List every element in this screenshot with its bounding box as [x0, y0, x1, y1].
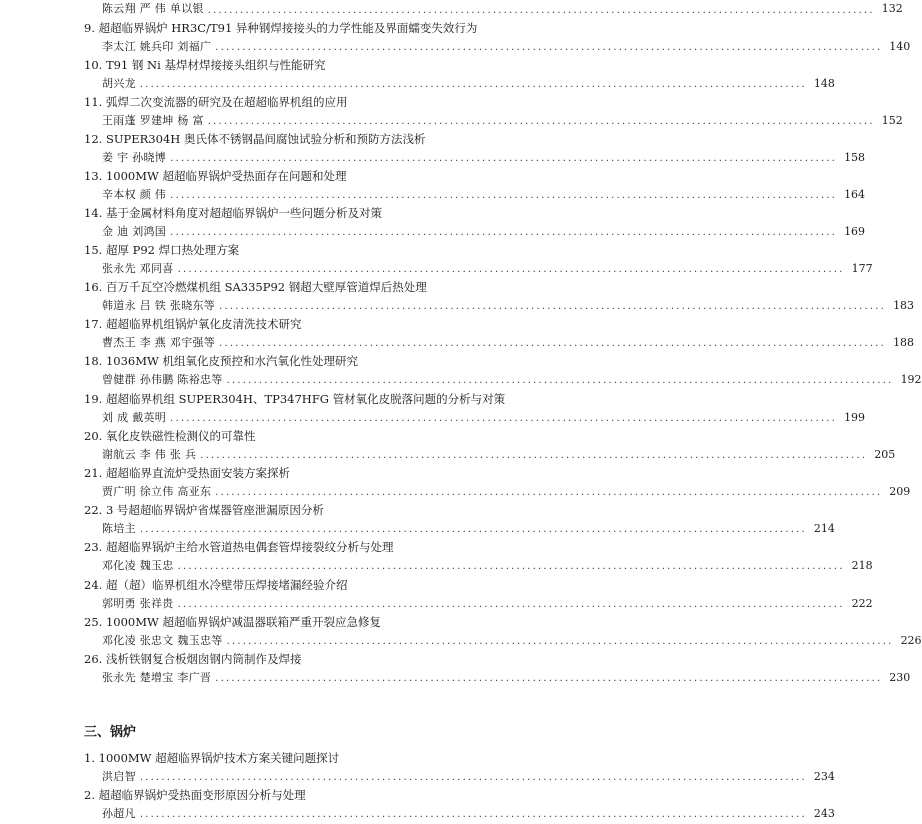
dot-leader: ............................................................................................................................: [177, 561, 845, 572]
dot-leader: ............................................................................................................................: [170, 413, 838, 424]
dot-leader: ............................................................................................................................: [215, 42, 883, 53]
dot-leader: ............................................................................................................................: [170, 190, 838, 201]
toc-page-number: 234: [813, 769, 835, 783]
toc-author-row: [84, 149, 866, 168]
toc-entry-continued: [84, 0, 903, 19]
toc-author-row: [84, 669, 911, 688]
toc-entry-title[interactable]: 20. 氧化皮铁磁性检测仪的可靠性: [84, 429, 256, 443]
toc-entry[interactable]: [84, 464, 911, 501]
toc-entry-title[interactable]: 26. 浅析铁钢复合板烟囱钢内筒制作及焊接: [84, 652, 302, 666]
dot-leader: ............................................................................................................................: [139, 772, 807, 783]
dot-leader: ............................................................................................................................: [170, 153, 838, 164]
toc-entry-title[interactable]: 24. 超（超）临界机组水冷壁带压焊接堵漏经验介绍: [84, 578, 348, 592]
toc-entry[interactable]: [84, 167, 866, 204]
toc-authors: 李太江 姚兵印 刘福广: [102, 39, 212, 53]
toc-page-number: 158: [844, 150, 866, 164]
toc-page-number: 132: [881, 2, 903, 15]
toc-entry[interactable]: [84, 19, 911, 56]
toc-entry[interactable]: [84, 352, 922, 389]
toc-page-number: 218: [851, 558, 873, 572]
toc-entry[interactable]: [84, 786, 835, 823]
toc-author-row: [84, 520, 835, 539]
toc-entry-title[interactable]: 15. 超厚 P92 焊口热处理方案: [84, 243, 240, 257]
toc-authors: 邓化凌 张忠文 魏玉忠等: [102, 633, 223, 647]
toc-page-number: 222: [851, 596, 873, 610]
toc-authors: 贾广明 徐立伟 高亚东: [102, 484, 212, 498]
toc-author-row: [84, 446, 896, 465]
dot-leader: ............................................................................................................................: [219, 338, 887, 349]
dot-leader: ............................................................................................................................: [215, 487, 883, 498]
toc-entry[interactable]: [84, 390, 866, 427]
toc-page-number: 183: [893, 298, 915, 312]
dot-leader: ............................................................................................................................: [219, 301, 887, 312]
dot-leader: ............................................................................................................................: [177, 264, 845, 275]
toc-entry-title[interactable]: 14. 基于金属材料角度对超超临界锅炉一些问题分析及对策: [84, 206, 382, 220]
toc-authors: 郭明勇 张祥贵: [102, 596, 174, 610]
dot-leader: ............................................................................................................................: [226, 375, 894, 386]
toc-authors: 姜 宇 孙晓博: [102, 150, 167, 164]
toc-entry[interactable]: [84, 613, 922, 650]
toc-authors: 刘 成 戴英明: [102, 410, 167, 424]
toc-entry[interactable]: [84, 204, 866, 241]
toc-page-number: 199: [844, 410, 866, 424]
toc-author-row: [84, 297, 915, 316]
dot-leader: ............................................................................................................................: [215, 673, 883, 684]
toc-page-number: 209: [889, 484, 911, 498]
dot-leader: ............................................................................................................................: [207, 116, 875, 127]
toc-page-number: 164: [844, 187, 866, 201]
toc-author-row: [84, 557, 873, 576]
toc-entry[interactable]: [84, 278, 915, 315]
toc-authors: 邓化凌 魏玉忠: [102, 558, 174, 572]
toc-entry[interactable]: [84, 650, 911, 687]
toc-entry[interactable]: [84, 93, 903, 130]
toc-author-row: [84, 409, 866, 428]
toc-entry-title[interactable]: 2. 超超临界锅炉受热面变形原因分析与处理: [84, 788, 306, 802]
toc-authors: 洪启智: [102, 769, 136, 783]
toc-author-row: [84, 75, 835, 94]
toc-entry-title[interactable]: 13. 1000MW 超超临界锅炉受热面存在问题和处理: [84, 169, 347, 183]
toc-author-row: [84, 0, 903, 19]
toc-entry-title[interactable]: 19. 超超临界机组 SUPER304H、TP347HFG 管材氧化皮脱落问题的分析与对策: [84, 392, 506, 406]
toc-entry[interactable]: [84, 501, 835, 538]
toc-entry-title[interactable]: 11. 弧焊二次变流器的研究及在超超临界机组的应用: [84, 95, 348, 109]
toc-page-number: 243: [813, 806, 835, 820]
toc-entry[interactable]: [84, 315, 915, 352]
toc-author-row: [84, 805, 835, 824]
toc-entry-title[interactable]: 22. 3 号超超临界锅炉省煤器管座泄漏原因分析: [84, 503, 324, 517]
toc-entry-title[interactable]: 16. 百万千瓦空冷燃煤机组 SA335P92 钢超大壁厚管道焊后热处理: [84, 280, 427, 294]
toc-author-row: [84, 632, 922, 651]
toc-entry[interactable]: [84, 241, 873, 278]
toc-entry-title[interactable]: 10. T91 钢 Ni 基焊材焊接接头组织与性能研究: [84, 58, 326, 72]
dot-leader: ............................................................................................................................: [207, 4, 875, 16]
toc-author-row: [84, 483, 911, 502]
toc-entry-title[interactable]: 9. 超超临界锅炉 HR3C/T91 异种钢焊接接头的力学性能及界面蠕变失效行为: [84, 21, 478, 35]
toc-entry[interactable]: [84, 538, 873, 575]
toc-page-number: 205: [874, 447, 896, 461]
toc-authors: 王雨蓬 罗建坤 杨 富: [102, 113, 204, 127]
toc-authors: 张永先 邓同喜: [102, 261, 174, 275]
toc-page-number: 152: [881, 113, 903, 127]
toc-author-row: [84, 768, 835, 787]
toc-author-row: [84, 371, 922, 390]
toc-page-number: 140: [889, 39, 911, 53]
toc-authors: 谢航云 李 伟 张 兵: [102, 447, 197, 461]
toc-authors: 陈云翔 严 伟 单以银: [102, 2, 204, 15]
toc-page-number: 188: [893, 335, 915, 349]
toc-page-number: 177: [851, 261, 873, 275]
toc-authors: 曾健群 孙伟鹏 陈裕忠等: [102, 372, 223, 386]
toc-authors: 胡兴龙: [102, 76, 136, 90]
toc-author-row: [84, 595, 873, 614]
toc-entry[interactable]: [84, 56, 835, 93]
toc-authors: 辛本权 颜 伟: [102, 187, 167, 201]
dot-leader: ............................................................................................................................: [139, 79, 807, 90]
toc-author-row: [84, 112, 903, 131]
toc-entry-title[interactable]: 17. 超超临界机组锅炉氧化皮清洗技术研究: [84, 317, 302, 331]
section-heading: 三、锅炉: [84, 725, 137, 740]
toc-author-row: [84, 260, 873, 279]
toc-entry-title[interactable]: 12. SUPER304H 奥氏体不锈钢晶间腐蚀试验分析和预防方法浅析: [84, 132, 426, 146]
toc-author-row: [84, 186, 866, 205]
toc-entry[interactable]: [84, 427, 896, 464]
toc-entry[interactable]: [84, 130, 866, 167]
toc-page-number: 226: [900, 633, 922, 647]
toc-author-row: [84, 38, 911, 57]
toc-page-number: 214: [813, 521, 835, 535]
toc-entry[interactable]: [84, 576, 873, 613]
toc-entry[interactable]: [84, 749, 835, 786]
dot-leader: ............................................................................................................................: [177, 599, 845, 610]
dot-leader: ............................................................................................................................: [170, 227, 838, 238]
toc-entry-title[interactable]: 23. 超超临界锅炉主给水管道热电偶套管焊接裂纹分析与处理: [84, 540, 394, 554]
toc-authors: 陈培主: [102, 521, 136, 535]
toc-page-number: 169: [844, 224, 866, 238]
dot-leader: ............................................................................................................................: [200, 450, 868, 461]
toc-page-number: 148: [813, 76, 835, 90]
toc-author-row: [84, 223, 866, 242]
toc-authors: 孙超凡: [102, 806, 136, 820]
dot-leader: ............................................................................................................................: [139, 524, 807, 535]
toc-page-number: 230: [889, 670, 911, 684]
toc-authors: 曹杰王 李 燕 邓宇强等: [102, 335, 216, 349]
toc-entry-title[interactable]: 1. 1000MW 超超临界锅炉技术方案关键问题探讨: [84, 751, 340, 765]
dot-leader: ............................................................................................................................: [139, 809, 807, 820]
toc-authors: 张永先 楚增宝 李广晋: [102, 670, 212, 684]
toc-authors: 金 迪 刘鸿国: [102, 224, 167, 238]
toc-authors: 韩道永 吕 铁 张晓东等: [102, 298, 216, 312]
toc-page-number: 192: [900, 372, 922, 386]
toc-entry-title[interactable]: 25. 1000MW 超超临界锅炉减温器联箱严重开裂应急修复: [84, 615, 381, 629]
toc-entry-title[interactable]: 18. 1036MW 机组氧化皮预控和水汽氧化性处理研究: [84, 354, 358, 368]
toc-entry-title[interactable]: 21. 超超临界直流炉受热面安装方案探析: [84, 466, 290, 480]
dot-leader: ............................................................................................................................: [226, 636, 894, 647]
toc-author-row: [84, 334, 915, 353]
